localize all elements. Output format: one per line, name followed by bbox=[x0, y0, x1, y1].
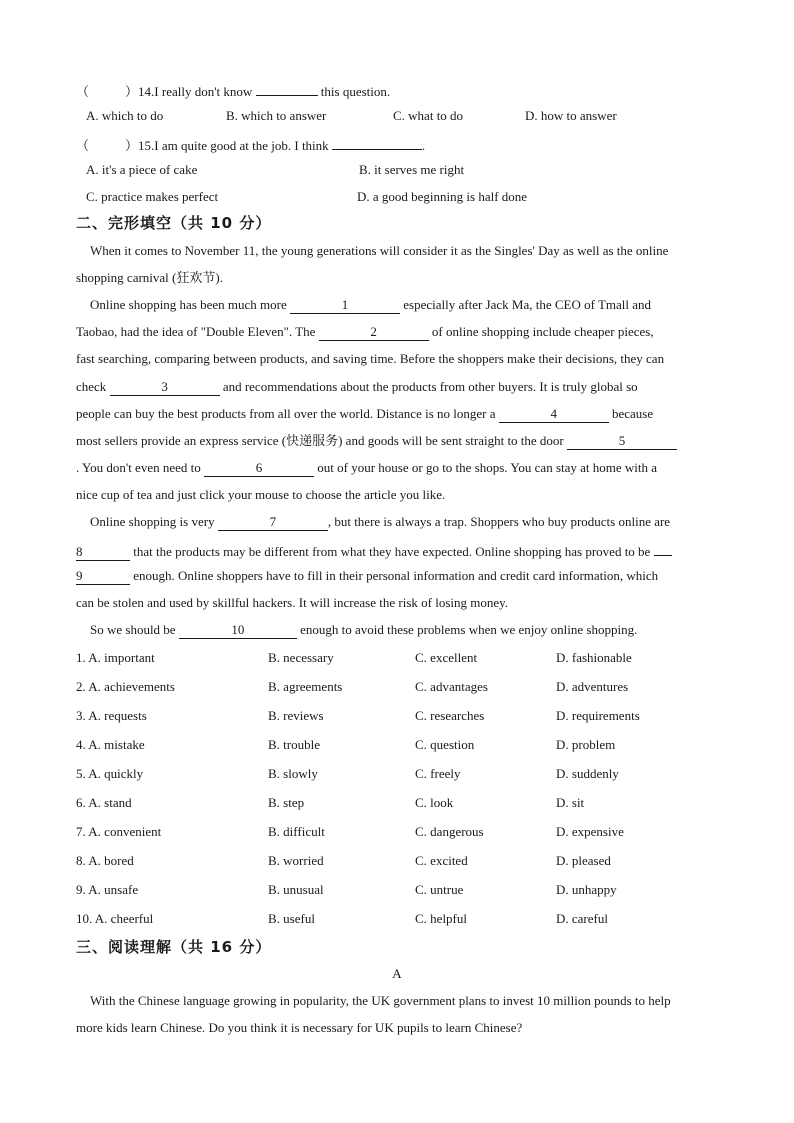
choice-4-a[interactable]: 4. A. mistake bbox=[76, 737, 145, 752]
choice-7-b[interactable]: B. difficult bbox=[268, 824, 325, 839]
text: check bbox=[76, 379, 107, 394]
text: enough to avoid these problems when we enjoy online shopping. bbox=[300, 622, 638, 637]
p2-line-7 bbox=[76, 459, 657, 477]
p4-line-1 bbox=[90, 621, 637, 639]
p3-line-3 bbox=[76, 567, 658, 585]
blank-9-start[interactable] bbox=[654, 540, 672, 556]
choice-3-a[interactable]: 3. A. requests bbox=[76, 708, 147, 723]
choice-10-b[interactable]: B. useful bbox=[268, 911, 315, 926]
choice-8-d[interactable]: D. pleased bbox=[556, 853, 611, 868]
choice-2-d[interactable]: D. adventures bbox=[556, 679, 629, 694]
p3-line-1 bbox=[90, 513, 670, 531]
text: So we should be bbox=[90, 622, 176, 637]
paren-open: （ bbox=[76, 84, 90, 99]
text: enough. Online shoppers have to fill in their personal information and credit card information, which bbox=[133, 568, 659, 583]
p1-line-2: shopping carnival (狂欢节). bbox=[76, 270, 223, 285]
choice-9-c[interactable]: C. untrue bbox=[415, 882, 464, 897]
choice-8-c[interactable]: C. excited bbox=[415, 853, 468, 868]
q14-option-d[interactable]: D. how to answer bbox=[525, 108, 617, 123]
p1-line-1: When it comes to November 11, the young generations will consider it as the Singles' Day as well as the online bbox=[90, 243, 669, 258]
choice-5-c[interactable]: C. freely bbox=[415, 766, 461, 781]
q14-option-b[interactable]: B. which to answer bbox=[226, 108, 327, 123]
text: out of your house or go to the shops. You can stay at home with a bbox=[317, 460, 658, 475]
choice-1-c[interactable]: C. excellent bbox=[415, 650, 478, 665]
p2-line-6 bbox=[76, 432, 677, 450]
choice-5-b[interactable]: B. slowly bbox=[268, 766, 318, 781]
choice-4-b[interactable]: B. trouble bbox=[268, 737, 320, 752]
choice-1-a[interactable]: 1. A. important bbox=[76, 650, 155, 665]
choice-4-d[interactable]: D. problem bbox=[556, 737, 616, 752]
p2-line-3: fast searching, comparing between products, and saving time. Before the shoppers make their decisions, they can bbox=[76, 351, 665, 366]
choice-8-a[interactable]: 8. A. bored bbox=[76, 853, 134, 868]
blank-6[interactable]: 6 bbox=[204, 461, 314, 477]
question-number: 15. bbox=[138, 138, 155, 153]
p2-line-2 bbox=[76, 323, 654, 341]
paren-open: （ bbox=[76, 138, 90, 153]
p2-line-4 bbox=[76, 378, 638, 396]
choice-2-b[interactable]: B. agreements bbox=[268, 679, 343, 694]
paren-close: ） bbox=[125, 138, 139, 153]
p3-line-2 bbox=[76, 540, 672, 561]
choice-3-b[interactable]: B. reviews bbox=[268, 708, 324, 723]
passage-a-line-2: more kids learn Chinese. Do you think it is necessary for UK pupils to learn Chinese? bbox=[76, 1020, 523, 1035]
blank-7[interactable]: 7 bbox=[218, 515, 328, 531]
choice-9-d[interactable]: D. unhappy bbox=[556, 882, 617, 897]
text: of online shopping include cheaper pieces, bbox=[431, 324, 654, 339]
choice-6-c[interactable]: C. look bbox=[415, 795, 454, 810]
blank-8[interactable]: 8 bbox=[76, 545, 130, 561]
blank-1[interactable]: 1 bbox=[290, 298, 400, 314]
blank-5[interactable]: 5 bbox=[567, 434, 677, 450]
answer-blank[interactable] bbox=[332, 134, 422, 150]
choice-3-c[interactable]: C. researches bbox=[415, 708, 485, 723]
choice-1-d[interactable]: D. fashionable bbox=[556, 650, 632, 665]
answer-blank[interactable] bbox=[256, 80, 318, 96]
choice-7-d[interactable]: D. expensive bbox=[556, 824, 624, 839]
blank-2[interactable]: 2 bbox=[319, 325, 429, 341]
choice-4-c[interactable]: C. question bbox=[415, 737, 475, 752]
section-3-title: 三、阅读理解（共 16 分） bbox=[76, 938, 272, 956]
question-stem: I really don't know bbox=[154, 84, 253, 99]
passage-label: A bbox=[392, 966, 402, 981]
choice-5-a[interactable]: 5. A. quickly bbox=[76, 766, 144, 781]
choice-7-a[interactable]: 7. A. convenient bbox=[76, 824, 162, 839]
p2-line-1 bbox=[90, 296, 651, 314]
text: Online shopping has been much more bbox=[90, 297, 287, 312]
blank-4[interactable]: 4 bbox=[499, 407, 609, 423]
q15-option-a[interactable]: A. it's a piece of cake bbox=[86, 162, 198, 177]
text: most sellers provide an express service (快递服务) and goods will be sent straight to the door bbox=[76, 433, 564, 448]
text: Online shopping is very bbox=[90, 514, 215, 529]
choice-9-a[interactable]: 9. A. unsafe bbox=[76, 882, 139, 897]
choice-10-d[interactable]: D. careful bbox=[556, 911, 608, 926]
text: and recommendations about the products from other buyers. It is truly global so bbox=[222, 379, 638, 394]
question-number: 14. bbox=[138, 84, 155, 99]
choice-6-b[interactable]: B. step bbox=[268, 795, 305, 810]
p3-line-4: can be stolen and used by skillful hackers. It will increase the risk of losing money. bbox=[76, 595, 509, 610]
choice-10-c[interactable]: C. helpful bbox=[415, 911, 467, 926]
choice-7-c[interactable]: C. dangerous bbox=[415, 824, 484, 839]
text: people can buy the best products from all over the world. Distance is no longer a bbox=[76, 406, 496, 421]
question-stem: I am quite good at the job. I think bbox=[154, 138, 329, 153]
q15-option-d[interactable]: D. a good beginning is half done bbox=[357, 189, 528, 204]
choice-6-a[interactable]: 6. A. stand bbox=[76, 795, 132, 810]
paren-close: ） bbox=[125, 84, 139, 99]
choice-10-a[interactable]: 10. A. cheerful bbox=[76, 911, 154, 926]
choice-1-b[interactable]: B. necessary bbox=[268, 650, 334, 665]
text: that the products may be different from what they have expected. Online shopping has proved to be bbox=[133, 544, 651, 559]
text: . You don't even need to bbox=[76, 460, 201, 475]
choice-3-d[interactable]: D. requirements bbox=[556, 708, 640, 723]
q15-option-b[interactable]: B. it serves me right bbox=[359, 162, 465, 177]
choice-2-c[interactable]: C. advantages bbox=[415, 679, 488, 694]
choice-2-a[interactable]: 2. A. achievements bbox=[76, 679, 175, 694]
p2-line-8: nice cup of tea and just click your mouse to choose the article you like. bbox=[76, 487, 446, 502]
q14-option-c[interactable]: C. what to do bbox=[393, 108, 464, 123]
choice-8-b[interactable]: B. worried bbox=[268, 853, 324, 868]
blank-10[interactable]: 10 bbox=[179, 623, 297, 639]
text: especially after Jack Ma, the CEO of Tmall and bbox=[403, 297, 652, 312]
text: because bbox=[612, 406, 654, 421]
q15-option-c[interactable]: C. practice makes perfect bbox=[86, 189, 219, 204]
choice-5-d[interactable]: D. suddenly bbox=[556, 766, 619, 781]
blank-3[interactable]: 3 bbox=[110, 380, 220, 396]
section-2-title: 二、完形填空（共 10 分） bbox=[76, 214, 272, 232]
q14-option-a[interactable]: A. which to do bbox=[86, 108, 164, 123]
choice-9-b[interactable]: B. unusual bbox=[268, 882, 324, 897]
passage-a-line-1: With the Chinese language growing in popularity, the UK government plans to invest 10 million pounds to help bbox=[90, 993, 671, 1008]
question-14 bbox=[76, 80, 390, 101]
text: Taobao, had the idea of "Double Eleven". The bbox=[76, 324, 316, 339]
blank-9[interactable]: 9 bbox=[76, 569, 130, 585]
question-stem-end: . bbox=[421, 138, 426, 153]
question-stem-end: this question. bbox=[320, 84, 391, 99]
question-15 bbox=[76, 134, 425, 155]
choice-6-d[interactable]: D. sit bbox=[556, 795, 585, 810]
p2-line-5 bbox=[76, 405, 653, 423]
text: , but there is always a trap. Shoppers who buy products online are bbox=[327, 514, 671, 529]
